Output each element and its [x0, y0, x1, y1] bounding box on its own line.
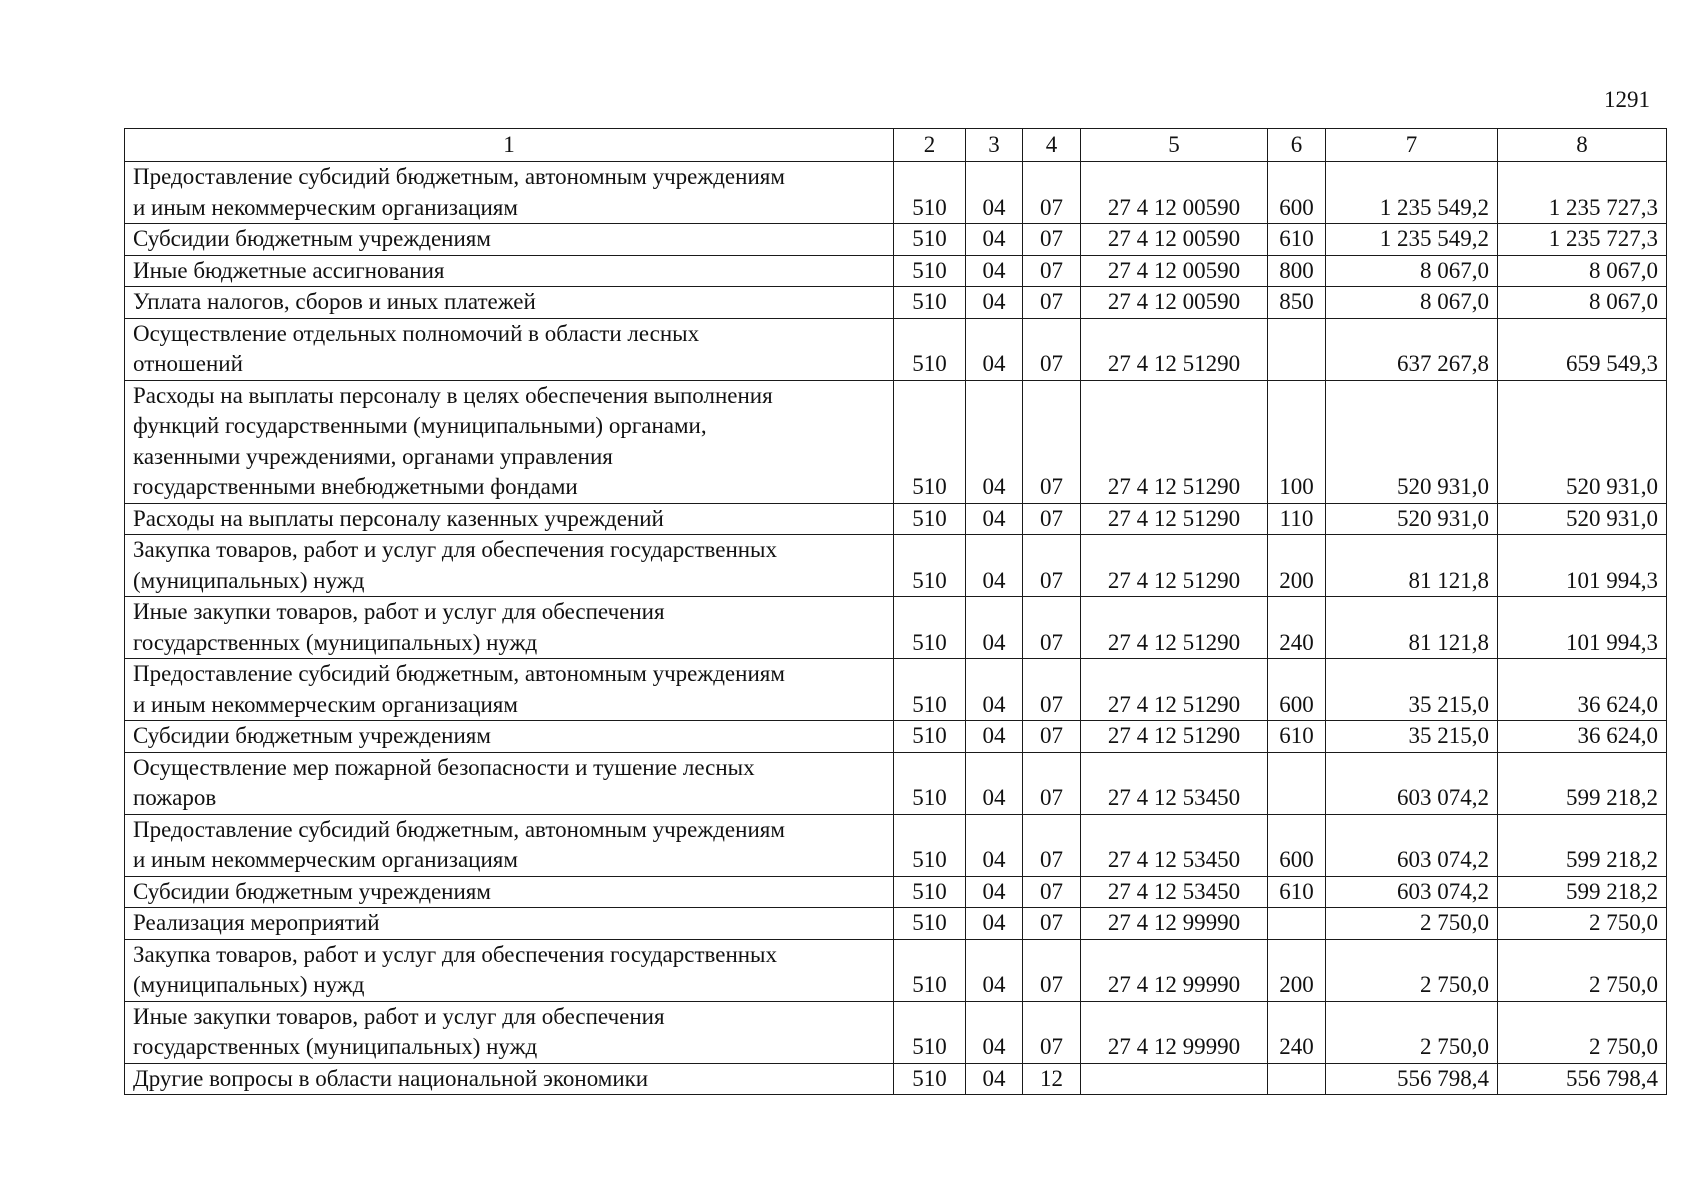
cell-col5: [1081, 1063, 1268, 1095]
cell-col6: 200: [1268, 535, 1326, 597]
cell-col3: 04: [966, 752, 1023, 814]
table-row: [125, 1001, 1667, 1063]
cell-col8: 1 235 727,3: [1498, 224, 1667, 256]
cell-col5: 27 4 12 00590: [1081, 162, 1268, 224]
column-header: 2: [894, 129, 966, 162]
cell-col5: 27 4 12 00590: [1081, 287, 1268, 319]
cell-description: [125, 752, 894, 814]
table-row: [125, 255, 1667, 287]
description-line: Реализация мероприятий: [133, 910, 380, 935]
cell-col3: 04: [966, 908, 1023, 940]
cell-col8: 8 067,0: [1498, 287, 1667, 319]
cell-col7: 8 067,0: [1326, 287, 1498, 319]
cell-col2: 510: [894, 659, 966, 721]
table-row: [125, 162, 1667, 224]
cell-description: [125, 659, 894, 721]
cell-description: [125, 224, 894, 256]
column-header: 3: [966, 129, 1023, 162]
cell-col7: 2 750,0: [1326, 908, 1498, 940]
cell-col4: 07: [1023, 162, 1081, 224]
cell-col8: 599 218,2: [1498, 752, 1667, 814]
cell-col4: 07: [1023, 287, 1081, 319]
cell-col7: 603 074,2: [1326, 814, 1498, 876]
description-line: Предоставление субсидий бюджетным, автономным учреждениям: [133, 164, 785, 189]
cell-col3: 04: [966, 721, 1023, 753]
cell-col5: 27 4 12 51290: [1081, 597, 1268, 659]
table-row: [125, 939, 1667, 1001]
cell-col2: 510: [894, 255, 966, 287]
cell-col2: 510: [894, 908, 966, 940]
description-line: казенными учреждениями, органами управления: [133, 443, 613, 469]
cell-description: [125, 939, 894, 1001]
cell-col6: 600: [1268, 659, 1326, 721]
cell-col8: 36 624,0: [1498, 721, 1667, 753]
cell-col8: 2 750,0: [1498, 908, 1667, 940]
cell-col4: 07: [1023, 597, 1081, 659]
cell-col2: 510: [894, 162, 966, 224]
budget-table: [124, 128, 1667, 1095]
description-line: Предоставление субсидий бюджетным, автономным учреждениям: [133, 816, 785, 842]
cell-col2: 510: [894, 224, 966, 256]
cell-col8: 2 750,0: [1498, 1001, 1667, 1063]
cell-col5: 27 4 12 53450: [1081, 876, 1268, 908]
column-header: 5: [1081, 129, 1268, 162]
cell-col7: 35 215,0: [1326, 659, 1498, 721]
table-row: [125, 659, 1667, 721]
cell-col3: 04: [966, 1063, 1023, 1095]
cell-col8: 101 994,3: [1498, 535, 1667, 597]
cell-col2: 510: [894, 721, 966, 753]
cell-col5: 27 4 12 53450: [1081, 752, 1268, 814]
cell-col4: 07: [1023, 939, 1081, 1001]
description-line: государственными внебюджетными фондами: [133, 474, 578, 499]
description-line: государственных (муниципальных) нужд: [133, 629, 538, 655]
cell-col4: 07: [1023, 224, 1081, 256]
description-line: и иным некоммерческим организациям: [133, 847, 518, 872]
cell-col4: 07: [1023, 814, 1081, 876]
cell-description: [125, 287, 894, 319]
cell-col4: 07: [1023, 752, 1081, 814]
cell-col3: 04: [966, 814, 1023, 876]
cell-col6: 600: [1268, 814, 1326, 876]
description-line: Закупка товаров, работ и услуг для обеспечения государственных: [133, 941, 778, 967]
description-line: Субсидии бюджетным учреждениям: [133, 723, 491, 748]
description-line: (муниципальных) нужд: [133, 972, 365, 997]
cell-col8: 1 235 727,3: [1498, 162, 1667, 224]
cell-col2: 510: [894, 287, 966, 319]
cell-col5: 27 4 12 00590: [1081, 224, 1268, 256]
cell-col3: 04: [966, 287, 1023, 319]
cell-col3: 04: [966, 255, 1023, 287]
table-row: [125, 814, 1667, 876]
description-line: Другие вопросы в области национальной экономики: [133, 1065, 649, 1091]
cell-col2: 510: [894, 380, 966, 503]
cell-col8: 599 218,2: [1498, 876, 1667, 908]
cell-col7: 2 750,0: [1326, 939, 1498, 1001]
column-header: 6: [1268, 129, 1326, 162]
description-line: Расходы на выплаты персоналу в целях обеспечения выполнения: [133, 382, 773, 408]
cell-col7: 1 235 549,2: [1326, 162, 1498, 224]
description-line: и иным некоммерческим организациям: [133, 691, 518, 717]
cell-col6: 100: [1268, 380, 1326, 503]
table-row: [125, 721, 1667, 753]
cell-col5: 27 4 12 51290: [1081, 535, 1268, 597]
cell-col8: 8 067,0: [1498, 255, 1667, 287]
cell-col4: 07: [1023, 535, 1081, 597]
cell-description: [125, 721, 894, 753]
cell-col4: 07: [1023, 721, 1081, 753]
cell-col6: [1268, 752, 1326, 814]
description-line: Закупка товаров, работ и услуг для обеспечения государственных: [133, 537, 778, 562]
cell-col4: 07: [1023, 1001, 1081, 1063]
cell-col2: 510: [894, 503, 966, 535]
cell-col2: 510: [894, 814, 966, 876]
cell-col6: 110: [1268, 503, 1326, 535]
cell-col2: 510: [894, 1001, 966, 1063]
cell-col3: 04: [966, 380, 1023, 503]
cell-col6: 610: [1268, 721, 1326, 753]
cell-col2: 510: [894, 752, 966, 814]
cell-col6: 850: [1268, 287, 1326, 319]
cell-col6: 240: [1268, 597, 1326, 659]
cell-description: [125, 876, 894, 908]
table-row: [125, 1063, 1667, 1095]
description-line: отношений: [133, 351, 243, 376]
cell-col3: 04: [966, 535, 1023, 597]
cell-col3: 04: [966, 162, 1023, 224]
table-row: [125, 287, 1667, 319]
cell-col3: 04: [966, 503, 1023, 535]
cell-col2: 510: [894, 939, 966, 1001]
cell-col5: 27 4 12 00590: [1081, 255, 1268, 287]
table-row: [125, 380, 1667, 503]
cell-description: [125, 380, 894, 503]
cell-description: [125, 162, 894, 224]
cell-description: [125, 597, 894, 659]
cell-col5: 27 4 12 51290: [1081, 318, 1268, 380]
cell-col5: 27 4 12 51290: [1081, 503, 1268, 535]
table-row: [125, 503, 1667, 535]
cell-col4: 07: [1023, 659, 1081, 721]
cell-col4: 07: [1023, 876, 1081, 908]
cell-col4: 07: [1023, 318, 1081, 380]
cell-col8: 556 798,4: [1498, 1063, 1667, 1095]
cell-col5: 27 4 12 51290: [1081, 721, 1268, 753]
description-line: Иные закупки товаров, работ и услуг для обеспечения: [133, 1003, 665, 1029]
cell-col5: 27 4 12 99990: [1081, 1001, 1268, 1063]
description-line: Расходы на выплаты персоналу казенных учреждений: [133, 505, 664, 531]
description-line: Осуществление мер пожарной безопасности и тушение лесных: [133, 754, 755, 780]
cell-col3: 04: [966, 939, 1023, 1001]
description-line: пожаров: [133, 785, 217, 810]
cell-col6: 600: [1268, 162, 1326, 224]
description-line: и иным некоммерческим организациям: [133, 194, 518, 220]
cell-col2: 510: [894, 876, 966, 908]
description-line: Уплата налогов, сборов и иных платежей: [133, 289, 536, 314]
column-header: 7: [1326, 129, 1498, 162]
cell-col6: 800: [1268, 255, 1326, 287]
cell-col3: 04: [966, 224, 1023, 256]
cell-col8: 659 549,3: [1498, 318, 1667, 380]
column-header: 8: [1498, 129, 1667, 162]
column-header: 4: [1023, 129, 1081, 162]
cell-description: [125, 814, 894, 876]
description-line: Субсидии бюджетным учреждениям: [133, 878, 491, 904]
cell-col7: 81 121,8: [1326, 597, 1498, 659]
cell-col6: 610: [1268, 224, 1326, 256]
description-line: Осуществление отдельных полномочий в области лесных: [133, 320, 700, 346]
table-row: [125, 597, 1667, 659]
cell-col6: 610: [1268, 876, 1326, 908]
cell-description: [125, 908, 894, 940]
page-number: 1291: [1604, 87, 1650, 112]
cell-description: [125, 535, 894, 597]
cell-col8: 520 931,0: [1498, 503, 1667, 535]
cell-col4: 12: [1023, 1063, 1081, 1095]
cell-col7: 637 267,8: [1326, 318, 1498, 380]
description-line: Субсидии бюджетным учреждениям: [133, 226, 491, 251]
cell-col2: 510: [894, 597, 966, 659]
cell-col2: 510: [894, 1063, 966, 1095]
table-row: [125, 318, 1667, 380]
cell-col5: 27 4 12 99990: [1081, 908, 1268, 940]
cell-col7: 2 750,0: [1326, 1001, 1498, 1063]
cell-col8: 599 218,2: [1498, 814, 1667, 876]
cell-col8: 520 931,0: [1498, 380, 1667, 503]
cell-col3: 04: [966, 659, 1023, 721]
cell-col6: 200: [1268, 939, 1326, 1001]
description-line: Предоставление субсидий бюджетным, автономным учреждениям: [133, 661, 785, 686]
cell-col7: 520 931,0: [1326, 380, 1498, 503]
cell-description: [125, 1001, 894, 1063]
description-line: Иные закупки товаров, работ и услуг для обеспечения: [133, 599, 665, 624]
cell-col8: 101 994,3: [1498, 597, 1667, 659]
description-line: (муниципальных) нужд: [133, 567, 365, 593]
table-row: [125, 908, 1667, 940]
cell-col7: 603 074,2: [1326, 876, 1498, 908]
cell-col5: 27 4 12 51290: [1081, 659, 1268, 721]
cell-col3: 04: [966, 597, 1023, 659]
cell-col3: 04: [966, 876, 1023, 908]
description-line: Иные бюджетные ассигнования: [133, 257, 445, 283]
cell-col6: [1268, 1063, 1326, 1095]
table-row: [125, 535, 1667, 597]
cell-col2: 510: [894, 318, 966, 380]
cell-col8: 36 624,0: [1498, 659, 1667, 721]
cell-col7: 520 931,0: [1326, 503, 1498, 535]
cell-col7: 35 215,0: [1326, 721, 1498, 753]
description-line: государственных (муниципальных) нужд: [133, 1034, 538, 1059]
cell-col6: [1268, 318, 1326, 380]
cell-col5: 27 4 12 53450: [1081, 814, 1268, 876]
cell-description: [125, 503, 894, 535]
table-row: [125, 752, 1667, 814]
cell-col3: 04: [966, 318, 1023, 380]
header-row: [125, 129, 1667, 162]
cell-description: [125, 255, 894, 287]
table-row: [125, 224, 1667, 256]
cell-col8: 2 750,0: [1498, 939, 1667, 1001]
cell-col7: 81 121,8: [1326, 535, 1498, 597]
cell-description: [125, 1063, 894, 1095]
cell-col7: 1 235 549,2: [1326, 224, 1498, 256]
column-header: 1: [125, 129, 894, 162]
cell-col7: 8 067,0: [1326, 255, 1498, 287]
cell-col4: 07: [1023, 503, 1081, 535]
cell-description: [125, 318, 894, 380]
cell-col7: 556 798,4: [1326, 1063, 1498, 1095]
description-line: функций государственными (муниципальными) органами,: [133, 413, 707, 438]
cell-col5: 27 4 12 99990: [1081, 939, 1268, 1001]
cell-col6: 240: [1268, 1001, 1326, 1063]
cell-col3: 04: [966, 1001, 1023, 1063]
cell-col2: 510: [894, 535, 966, 597]
cell-col4: 07: [1023, 255, 1081, 287]
cell-col7: 603 074,2: [1326, 752, 1498, 814]
cell-col4: 07: [1023, 908, 1081, 940]
cell-col6: [1268, 908, 1326, 940]
table-row: [125, 876, 1667, 908]
cell-col4: 07: [1023, 380, 1081, 503]
cell-col5: 27 4 12 51290: [1081, 380, 1268, 503]
